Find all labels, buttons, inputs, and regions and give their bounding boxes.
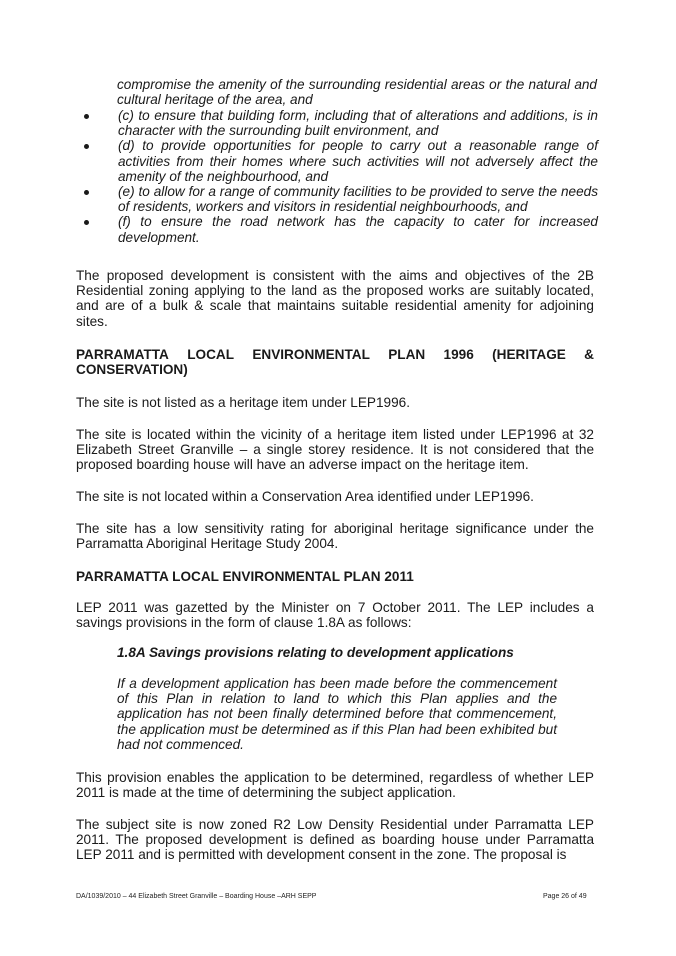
list-continuation: compromise the amenity of the surrounding residential areas or the natural and cultural heritage of the area, and: [117, 77, 597, 108]
heading-lep1996: [76, 347, 594, 377]
clause-quote: If a development application has been made before the commencement of this Plan in relation to land to which this Plan applies and the application has not been finally determined before that commencement, the application must be determined as if this Plan had been exhibited but had not commenced.: [117, 676, 557, 752]
paragraph-aboriginal-heritage: The site has a low sensitivity rating for aboriginal heritage significance under the Parramatta Aboriginal Heritage Study 2004.: [76, 521, 594, 552]
heading-lep2011: PARRAMATTA LOCAL ENVIRONMENTAL PLAN 2011: [76, 569, 414, 584]
bullet-icon: [84, 144, 89, 149]
paragraph-provision-enables: This provision enables the application to be determined, regardless of whether LEP 2011 is made at the time of determining the subject application.: [76, 770, 594, 801]
objectives-list: [76, 108, 598, 245]
bullet-icon: [84, 220, 89, 225]
footer-reference: DA/1039/2010 – 44 Elizabeth Street Granville – Boarding House –ARH SEPP: [76, 893, 317, 900]
paragraph-conservation-area: The site is not located within a Conservation Area identified under LEP1996.: [76, 489, 534, 504]
page-number: Page 26 of 49: [543, 893, 587, 900]
list-item: (c) to ensure that building form, including that of alterations and additions, is in character with the surrounding built environment, and: [76, 108, 598, 138]
paragraph-heritage-vicinity: The site is located within the vicinity of a heritage item listed under LEP1996 at 32 Elizabeth Street Granville – a single storey residence. It is not considered that the proposed boarding house will have an adverse impact on the heritage item.: [76, 427, 594, 473]
bullet-icon: [84, 114, 89, 119]
paragraph-lep2011-gazetted: LEP 2011 was gazetted by the Minister on 7 October 2011. The LEP includes a savings provisions in the form of clause 1.8A as follows:: [76, 600, 594, 631]
paragraph-zoning-consistency: The proposed development is consistent with the aims and objectives of the 2B Residential zoning applying to the land as the proposed works are suitably located, and are of a bulk & scale that maintains suitable residential amenity for adjoining sites.: [76, 268, 594, 329]
clause-subheading: 1.8A Savings provisions relating to development applications: [117, 645, 514, 660]
paragraph-heritage-listing: The site is not listed as a heritage item under LEP1996.: [76, 395, 410, 410]
bullet-icon: [84, 190, 89, 195]
paragraph-zoning-r2: The subject site is now zoned R2 Low Density Residential under Parramatta LEP 2011. The proposed development is defined as boarding house under Parramatta LEP 2011 and is permitted with development consent in the zone. The proposal is: [76, 817, 594, 863]
list-item: (f) to ensure the road network has the capacity to cater for increased development.: [76, 214, 598, 244]
heading-lep1996-line1: PARRAMATTA LOCAL ENVIRONMENTAL PLAN 1996 (HERITAGE &: [76, 347, 594, 362]
list-item: (d) to provide opportunities for people to carry out a reasonable range of activities from their homes where such activities will not adversely affect the amenity of the neighbourhood, and: [76, 138, 598, 184]
heading-lep1996-line2: CONSERVATION): [76, 362, 188, 378]
list-item: (e) to allow for a range of community facilities to be provided to serve the needs of residents, workers and visitors in residential neighbourhoods, and: [76, 184, 598, 214]
